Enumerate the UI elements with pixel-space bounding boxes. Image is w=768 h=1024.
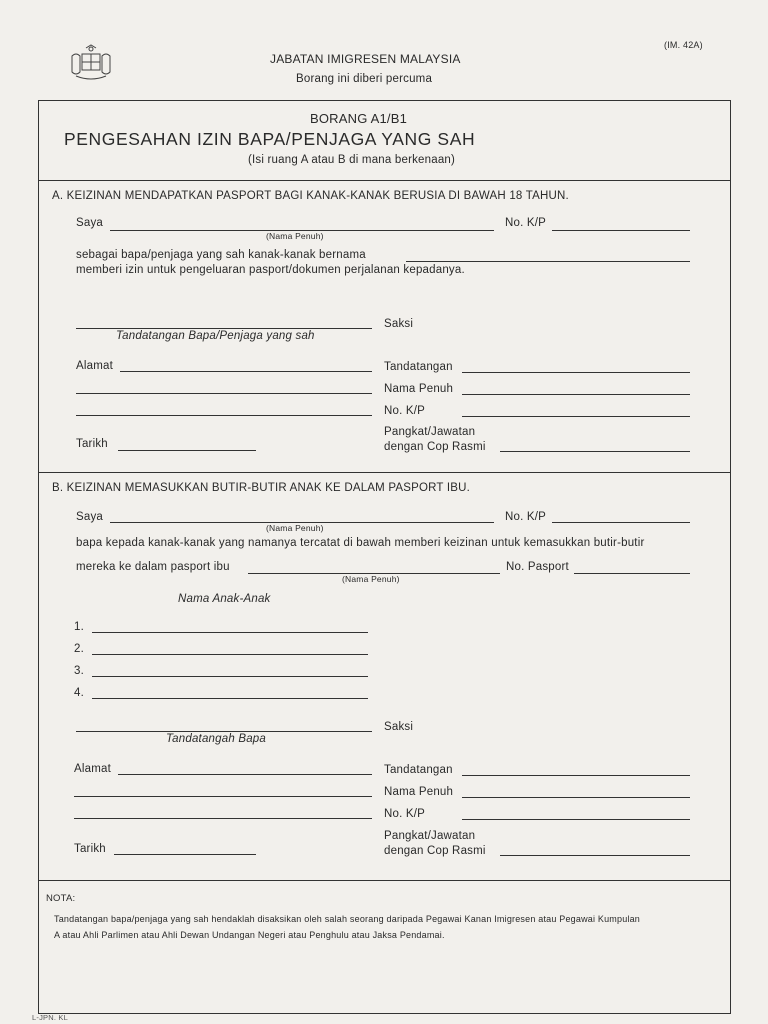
witness-name-field[interactable] [462,797,690,798]
witness-signature-label: Tandatangan [384,764,453,776]
passport-number-label: No. Pasport [506,561,569,573]
witness-label: Saksi [384,318,414,330]
witness-ic-label: No. K/P [384,405,426,417]
full-name-hint: (Nama Penuh) [342,574,400,584]
full-name-hint: (Nama Penuh) [266,523,324,533]
rank-stamp-field[interactable] [500,855,690,856]
date-label: Tarikh [74,843,106,855]
child-name-field[interactable] [406,261,690,262]
rank-label: Pangkat/Jawatan [384,830,476,842]
official-stamp-label: dengan Cop Rasmi [384,441,486,453]
child-name-field[interactable] [92,676,368,677]
witness-name-label: Nama Penuh [384,383,454,395]
address-field-1[interactable] [120,371,372,372]
child-name-field[interactable] [92,654,368,655]
date-label: Tarikh [76,438,108,450]
guardian-statement: sebagai bapa/penjaga yang sah kanak-kanak bernama [76,249,366,261]
witness-ic-field[interactable] [462,819,690,820]
rank-stamp-field[interactable] [500,451,690,452]
father-signature-label: Tandatangah Bapa [166,733,266,745]
malaysia-coat-of-arms-icon [68,44,114,82]
form-code: (IM. 42A) [664,40,703,50]
witness-ic-label: No. K/P [384,808,426,820]
rank-label: Pangkat/Jawatan [384,426,476,438]
witness-signature-label: Tandatangan [384,361,453,373]
date-field[interactable] [114,854,256,855]
father-statement: bapa kepada kanak-kanak yang namanya tercatat di bawah memberi keizinan untuk kemasukkan butir-butir [76,537,645,549]
ic-number-label: No. K/P [505,217,547,229]
children-names-label: Nama Anak-Anak [178,593,271,605]
official-stamp-label: dengan Cop Rasmi [384,845,486,857]
form-frame [38,100,731,1014]
divider [38,180,731,181]
full-name-hint: (Nama Penuh) [266,231,324,241]
address-field-3[interactable] [76,415,372,416]
address-field-1[interactable] [118,774,372,775]
child-number: 2. [74,643,84,655]
agency-name: JABATAN IMIGRESEN MALAYSIA [270,52,461,66]
witness-ic-field[interactable] [462,416,690,417]
child-name-field[interactable] [92,632,368,633]
section-a-heading: A. KEIZINAN MENDAPATKAN PASPORT BAGI KANAK-KANAK BERUSIA DI BAWAH 18 TAHUN. [52,190,569,202]
printer-code: L-JPN. KL [32,1013,68,1022]
note-text-line-2: A atau Ahli Parlimen atau Ahli Dewan Undangan Negeri atau Penghulu atau Jaksa Pendamai. [54,930,445,940]
father-signature-field[interactable] [76,731,372,732]
address-field-3[interactable] [74,818,372,819]
witness-signature-field[interactable] [462,372,690,373]
child-name-field[interactable] [92,698,368,699]
address-label: Alamat [76,360,113,372]
address-field-2[interactable] [76,393,372,394]
child-number: 4. [74,687,84,699]
father-ic-field[interactable] [552,522,690,523]
note-label: NOTA: [46,893,76,904]
address-label: Alamat [74,763,111,775]
form-number: BORANG A1/B1 [310,111,408,126]
permission-statement: memberi izin untuk pengeluaran pasport/dokumen perjalanan kepadanya. [76,264,465,276]
ic-number-field[interactable] [552,230,690,231]
child-number: 1. [74,621,84,633]
saya-label: Saya [76,511,104,523]
form-title: PENGESAHAN IZIN BAPA/PENJAGA YANG SAH [64,129,476,149]
witness-name-field[interactable] [462,394,690,395]
free-form-note: Borang ini diberi percuma [296,73,433,85]
saya-label: Saya [76,217,104,229]
ic-number-label: No. K/P [505,511,547,523]
divider [38,472,731,473]
date-field[interactable] [118,450,256,451]
witness-name-label: Nama Penuh [384,786,454,798]
form-instruction: (Isi ruang A atau B di mana berkenaan) [248,154,456,166]
note-text-line-1: Tandatangan bapa/penjaga yang sah hendaklah disaksikan oleh salah seorang daripada Pegawai Kanan Imigresen atau Pegawai Kumpulan [54,914,641,924]
guardian-signature-field[interactable] [76,328,372,329]
guardian-signature-label: Tandatangan Bapa/Penjaga yang sah [116,330,315,342]
witness-signature-field[interactable] [462,775,690,776]
mother-passport-statement: mereka ke dalam pasport ibu [76,561,230,573]
passport-number-field[interactable] [574,573,690,574]
divider [38,880,731,881]
witness-label: Saksi [384,721,414,733]
child-number: 3. [74,665,84,677]
address-field-2[interactable] [74,796,372,797]
section-b-heading: B. KEIZINAN MEMASUKKAN BUTIR-BUTIR ANAK KE DALAM PASPORT IBU. [52,482,470,494]
